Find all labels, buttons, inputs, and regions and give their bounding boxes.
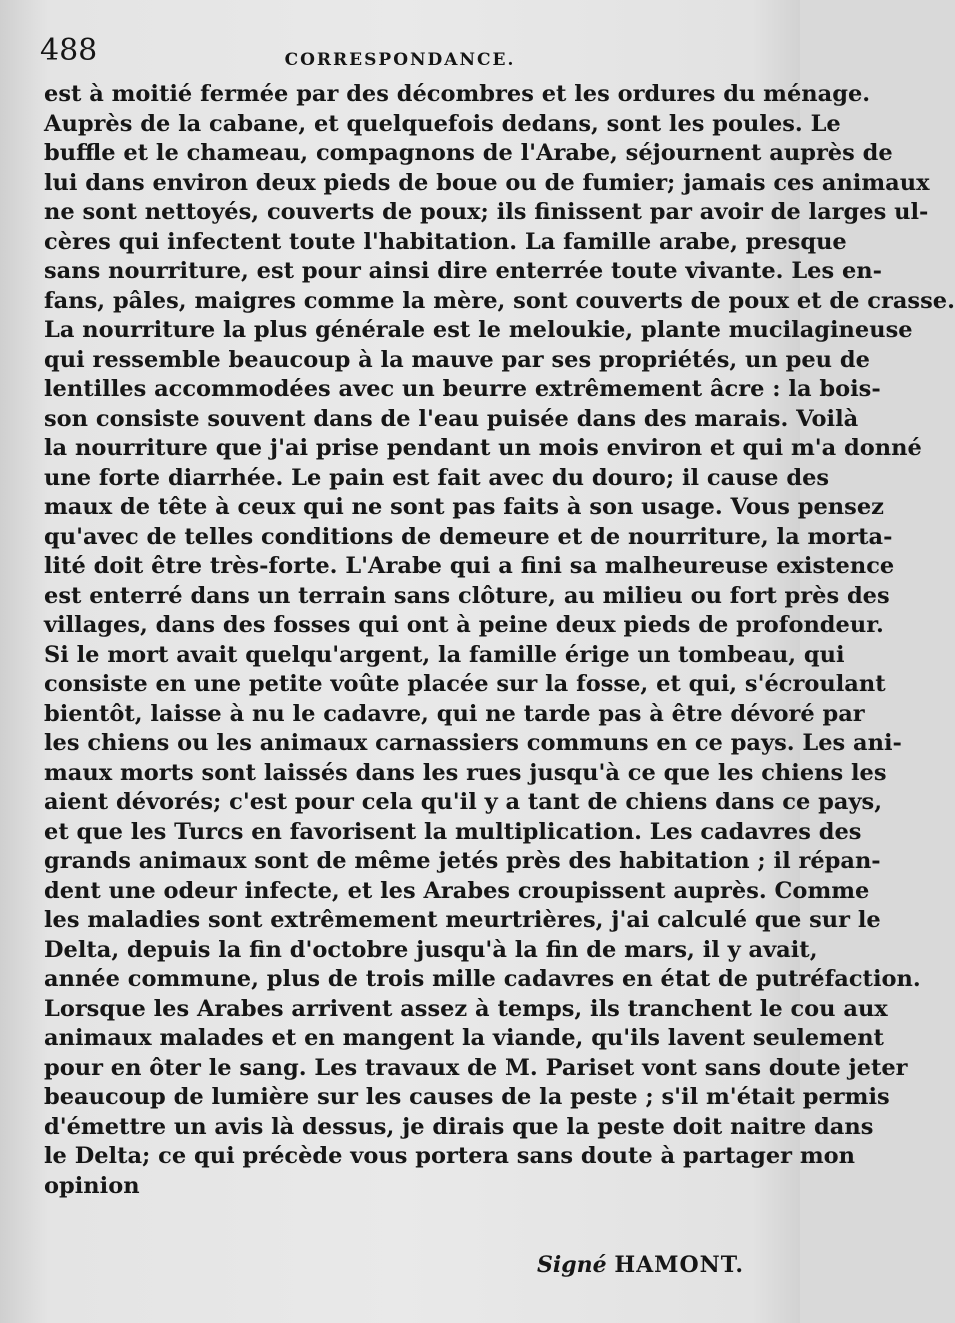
page-number: 488 xyxy=(40,33,98,68)
text-line: bientôt, laisse à nu le cadavre, qui ne tarde pas à être dévoré par xyxy=(44,700,865,727)
running-head: CORRESPONDANCE. xyxy=(284,50,516,70)
text-line: beaucoup de lumière sur les causes de la peste ; s'il m'était permis xyxy=(44,1084,890,1110)
text-line: dent une odeur infecte, et les Arabes croupissent auprès. Comme xyxy=(44,877,870,904)
text-line: consiste en une petite voûte placée sur la fosse, et qui, s'écroulant xyxy=(44,671,886,697)
text-line: maux morts sont laissés dans les rues jusqu'à ce que les chiens les xyxy=(44,759,887,786)
text-line: sans nourriture, est pour ainsi dire enterrée toute vivante. Les en- xyxy=(44,258,882,284)
text-line: lui dans environ deux pieds de boue ou de fumier; jamais ces animaux xyxy=(44,169,930,196)
text-line: opinion xyxy=(44,1172,140,1199)
text-line: aient dévorés; c'est pour cela qu'il y a tant de chiens dans ce pays, xyxy=(44,789,883,815)
text-line: lentilles accommodées avec un beurre extrêmement âcre : la bois- xyxy=(44,376,881,402)
text-line: grands animaux sont de même jetés près des habitation ; il répan- xyxy=(44,848,881,874)
text-line: qui ressemble beaucoup à la mauve par ses propriétés, un peu de xyxy=(44,346,870,373)
text-line: animaux malades et en mangent la viande, qu'ils lavent seulement xyxy=(44,1025,884,1051)
body-text xyxy=(44,80,955,1201)
text-line: qu'avec de telles conditions de demeure et de nourriture, la morta- xyxy=(44,523,893,550)
signature xyxy=(537,1252,744,1278)
text-line: année commune, plus de trois mille cadavres en état de putréfaction. xyxy=(44,966,921,992)
text-line: pour en ôter le sang. Les travaux de M. Pariset vont sans doute jeter xyxy=(44,1054,908,1081)
text-line: Si le mort avait quelqu'argent, la famille érige un tombeau, qui xyxy=(44,641,845,668)
text-line: Lorsque les Arabes arrivent assez à temps, ils tranchent le cou aux xyxy=(44,995,888,1022)
text-line: lité doit être très-forte. L'Arabe qui a fini sa malheureuse existence xyxy=(44,553,895,579)
text-line: les chiens ou les animaux carnassiers communs en ce pays. Les ani- xyxy=(44,730,902,756)
text-line: cères qui infectent toute l'habitation. La famille arabe, presque xyxy=(44,228,847,255)
text-line: est à moitié fermée par des décombres et les ordures du ménage. xyxy=(44,81,871,107)
text-line: fans, pâles, maigres comme la mère, sont couverts de poux et de crasse. xyxy=(44,287,955,314)
text-line: le Delta; ce qui précède vous portera sans doute à partager mon xyxy=(44,1143,856,1169)
text-line: ne sont nettoyés, couverts de poux; ils finissent par avoir de larges ul- xyxy=(44,199,929,225)
text-line: la nourriture que j'ai prise pendant un mois environ et qui m'a donné xyxy=(44,435,922,461)
text-line: son consiste souvent dans de l'eau puisée dans des marais. Voilà xyxy=(44,405,859,432)
text-line: Delta, depuis la fin d'octobre jusqu'à la fin de mars, il y avait, xyxy=(44,936,818,963)
text-line: maux de tête à ceux qui ne sont pas faits à son usage. Vous pensez xyxy=(44,494,884,520)
text-line: d'émettre un avis là dessus, je dirais que la peste doit naitre dans xyxy=(44,1113,874,1140)
signature-name: HAMONT. xyxy=(614,1252,744,1278)
signature-signe: Signé xyxy=(537,1252,607,1278)
text-line: villages, dans des fosses qui ont à peine deux pieds de profondeur. xyxy=(44,612,884,638)
text-line: La nourriture la plus générale est le meloukie, plante mucilagineuse xyxy=(44,317,913,343)
text-line: les maladies sont extrêmement meurtrières, j'ai calculé que sur le xyxy=(44,907,881,933)
text-line: une forte diarrhée. Le pain est fait avec du douro; il cause des xyxy=(44,464,830,491)
text-line: Auprès de la cabane, et quelquefois dedans, sont les poules. Le xyxy=(44,110,841,137)
text-line: est enterré dans un terrain sans clôture, au milieu ou fort près des xyxy=(44,582,890,609)
text-line: buffle et le chameau, compagnons de l'Arabe, séjournent auprès de xyxy=(44,140,893,166)
text-line: et que les Turcs en favorisent la multiplication. Les cadavres des xyxy=(44,818,862,845)
